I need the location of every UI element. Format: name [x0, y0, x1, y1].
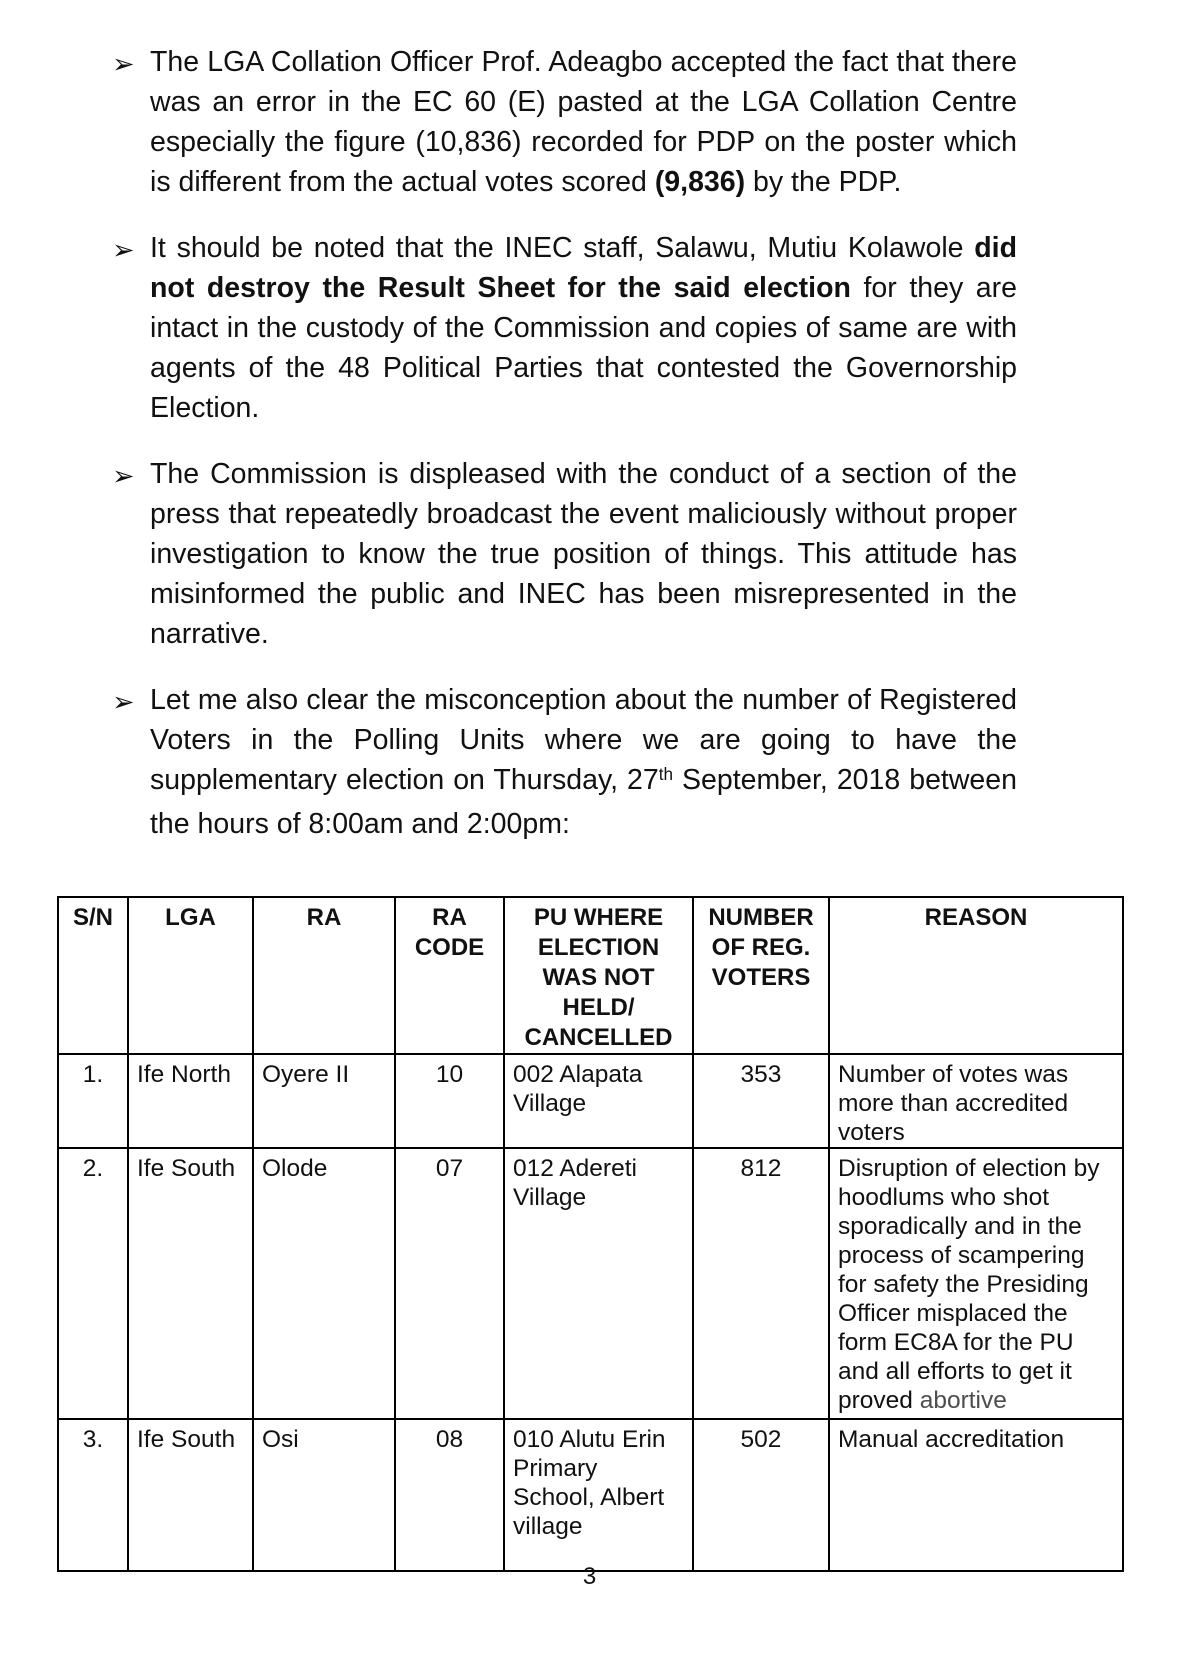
cell-ra: Olode: [253, 1148, 395, 1419]
cell-ra-code: 08: [395, 1419, 504, 1571]
cell-ra-code: 10: [395, 1054, 504, 1148]
col-header-ra: RA: [253, 897, 395, 1054]
bullet-item: [112, 228, 1017, 428]
cell-sn: 3.: [58, 1419, 128, 1571]
paragraph-inec-staff: It should be noted that the INEC staff, Salawu, Mutiu Kolawole did not destroy the Result Sheet for the said election for they are intact in the custody of the Commission and copies of same are with agents of the 48 Political Parties that contested the Governorship Election.: [150, 232, 1017, 424]
cell-reason: Disruption of election by hoodlums who shot sporadically and in the process of scampering for safety the Presiding Officer misplaced the form EC8A for the PU and all efforts to get it proved abortive: [829, 1148, 1123, 1419]
cell-ra-code: 07: [395, 1148, 504, 1419]
arrow-bullet-icon: ➢: [112, 687, 135, 717]
bullet-item: [112, 42, 1017, 202]
col-header-lga: LGA: [128, 897, 253, 1054]
cell-reason: Number of votes was more than accredited voters: [829, 1054, 1123, 1148]
cell-pu: 010 Alutu Erin Primary School, Albert village: [504, 1419, 693, 1571]
table-row: [58, 1148, 1123, 1419]
cell-ra: Osi: [253, 1419, 395, 1571]
page-number: 3: [582, 1563, 597, 1590]
arrow-bullet-icon: ➢: [112, 49, 135, 79]
arrow-bullet-icon: ➢: [112, 461, 135, 491]
bullet-item: [112, 680, 1017, 844]
cell-voters: 353: [693, 1054, 829, 1148]
table-row: [58, 1054, 1123, 1148]
col-header-sn: S/N: [58, 897, 128, 1054]
cell-lga: Ife South: [128, 1148, 253, 1419]
supplementary-election-table: [57, 896, 1124, 1572]
col-header-pu: PU WHERE ELECTION WAS NOT HELD/ CANCELLED: [504, 897, 693, 1054]
table-row: [58, 1419, 1123, 1571]
cell-sn: 2.: [58, 1148, 128, 1419]
col-header-ra-code: RA CODE: [395, 897, 504, 1054]
cell-lga: Ife North: [128, 1054, 253, 1148]
cell-pu: 002 Alapata Village: [504, 1054, 693, 1148]
paragraph-registered-voters: Let me also clear the misconception about the number of Registered Voters in the Polling Units where we are going to have the supplementary election on Thursday, 27th September, 2018 between the hours of 8:00am and 2:00pm:: [150, 684, 1017, 840]
cell-reason: Manual accreditation: [829, 1419, 1123, 1571]
arrow-bullet-icon: ➢: [112, 235, 135, 265]
table-header-row: [58, 897, 1123, 1054]
paragraph-commission-displeased: The Commission is displeased with the conduct of a section of the press that repeatedly broadcast the event maliciously without proper investigation to know the true position of things. This attitude has misinformed the public and INEC has been misrepresented in the narrative.: [150, 458, 1017, 650]
cell-pu: 012 Adereti Village: [504, 1148, 693, 1419]
cell-ra: Oyere II: [253, 1054, 395, 1148]
cell-voters: 812: [693, 1148, 829, 1419]
bullet-item: [112, 454, 1017, 654]
cell-voters: 502: [693, 1419, 829, 1571]
paragraph-lga-collation-officer: The LGA Collation Officer Prof. Adeagbo accepted the fact that there was an error in the EC 60 (E) pasted at the LGA Collation Centre especially the figure (10,836) recorded for PDP on the poster which is different from the actual votes scored (9,836) by the PDP.: [150, 46, 1017, 198]
col-header-reason: REASON: [829, 897, 1123, 1054]
cell-lga: Ife South: [128, 1419, 253, 1571]
col-header-voters: NUMBER OF REG. VOTERS: [693, 897, 829, 1054]
cell-sn: 1.: [58, 1054, 128, 1148]
